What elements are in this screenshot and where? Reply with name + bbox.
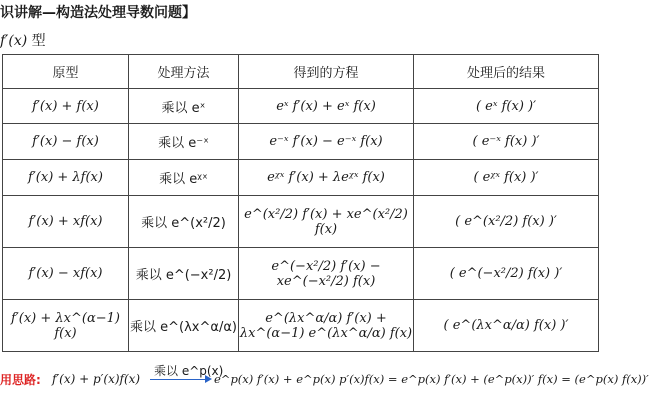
- cell-result: ( eˣ f(x) )′: [414, 89, 599, 124]
- approach-result-expression: e^p(x) f′(x) + e^p(x) p′(x)f(x) = e^p(x) f′(x) + (e^p(x))′ f(x) = (e^p(x) f(x))′: [214, 372, 649, 386]
- cell-prototype: f′(x) + λx^(α−1) f(x): [3, 300, 129, 352]
- table-row: [3, 89, 599, 124]
- construction-table: [2, 54, 599, 352]
- approach-label: 用思路:: [0, 373, 41, 387]
- table-row: [3, 124, 599, 160]
- transform-arrow: [150, 362, 224, 390]
- cell-result: ( e⁻ˣ f(x) )′: [414, 124, 599, 160]
- cell-method: 乘以 eᵡˣ: [129, 160, 239, 196]
- cell-equation: e^(x²/2) f′(x) + xe^(x²/2) f(x): [239, 196, 414, 248]
- cell-result: ( e^(x²/2) f(x) )′: [414, 196, 599, 248]
- cell-prototype: f′(x) + λf(x): [3, 160, 129, 196]
- cell-result: ( e^(−x²/2) f(x) )′: [414, 248, 599, 300]
- cell-prototype: f′(x) − f(x): [3, 124, 129, 160]
- header-method: 处理方法: [129, 55, 239, 89]
- cell-method: 乘以 e⁻ˣ: [129, 124, 239, 160]
- table-row: [3, 248, 599, 300]
- table-row: [3, 300, 599, 352]
- cell-result: ( e^(λx^α/α) f(x) )′: [414, 300, 599, 352]
- cell-equation: e^(−x²/2) f′(x) − xe^(−x²/2) f(x): [239, 248, 414, 300]
- arrow-label: 乘以 e^p(x): [154, 364, 224, 378]
- cell-prototype: f′(x) + xf(x): [3, 196, 129, 248]
- cell-method: 乘以 eˣ: [129, 89, 239, 124]
- table-row: [3, 160, 599, 196]
- cell-prototype: f′(x) − xf(x): [3, 248, 129, 300]
- cell-equation: e^(λx^α/α) f′(x) + λx^(α−1) e^(λx^α/α) f(x): [239, 300, 414, 352]
- cell-equation: eᵡˣ f′(x) + λeᵡˣ f(x): [239, 160, 414, 196]
- subtitle-formula: f′(x): [0, 33, 28, 49]
- cell-method: 乘以 e^(x²/2): [129, 196, 239, 248]
- cell-method: 乘以 e^(−x²/2): [129, 248, 239, 300]
- cell-prototype: f′(x) + f(x): [3, 89, 129, 124]
- cell-result: ( eᵡˣ f(x) )′: [414, 160, 599, 196]
- section-subtitle: [0, 30, 46, 50]
- header-result: 处理后的结果: [414, 55, 599, 89]
- cell-equation: e⁻ˣ f′(x) − e⁻ˣ f(x): [239, 124, 414, 160]
- page-title: 识讲解—构造法处理导数问题】: [0, 5, 196, 21]
- application-approach: [0, 360, 649, 396]
- table-header-row: [3, 55, 599, 89]
- arrow-head-icon: [205, 375, 212, 383]
- header-equation: 得到的方程: [239, 55, 414, 89]
- table-row: [3, 196, 599, 248]
- subtitle-suffix: 型: [27, 33, 46, 49]
- cell-method: 乘以 e^(λx^α/α): [129, 300, 239, 352]
- cell-equation: eˣ f′(x) + eˣ f(x): [239, 89, 414, 124]
- header-prototype: 原型: [3, 55, 129, 89]
- approach-start-expression: f′(x) + p′(x)f(x): [52, 372, 141, 386]
- arrow-line: [150, 379, 208, 380]
